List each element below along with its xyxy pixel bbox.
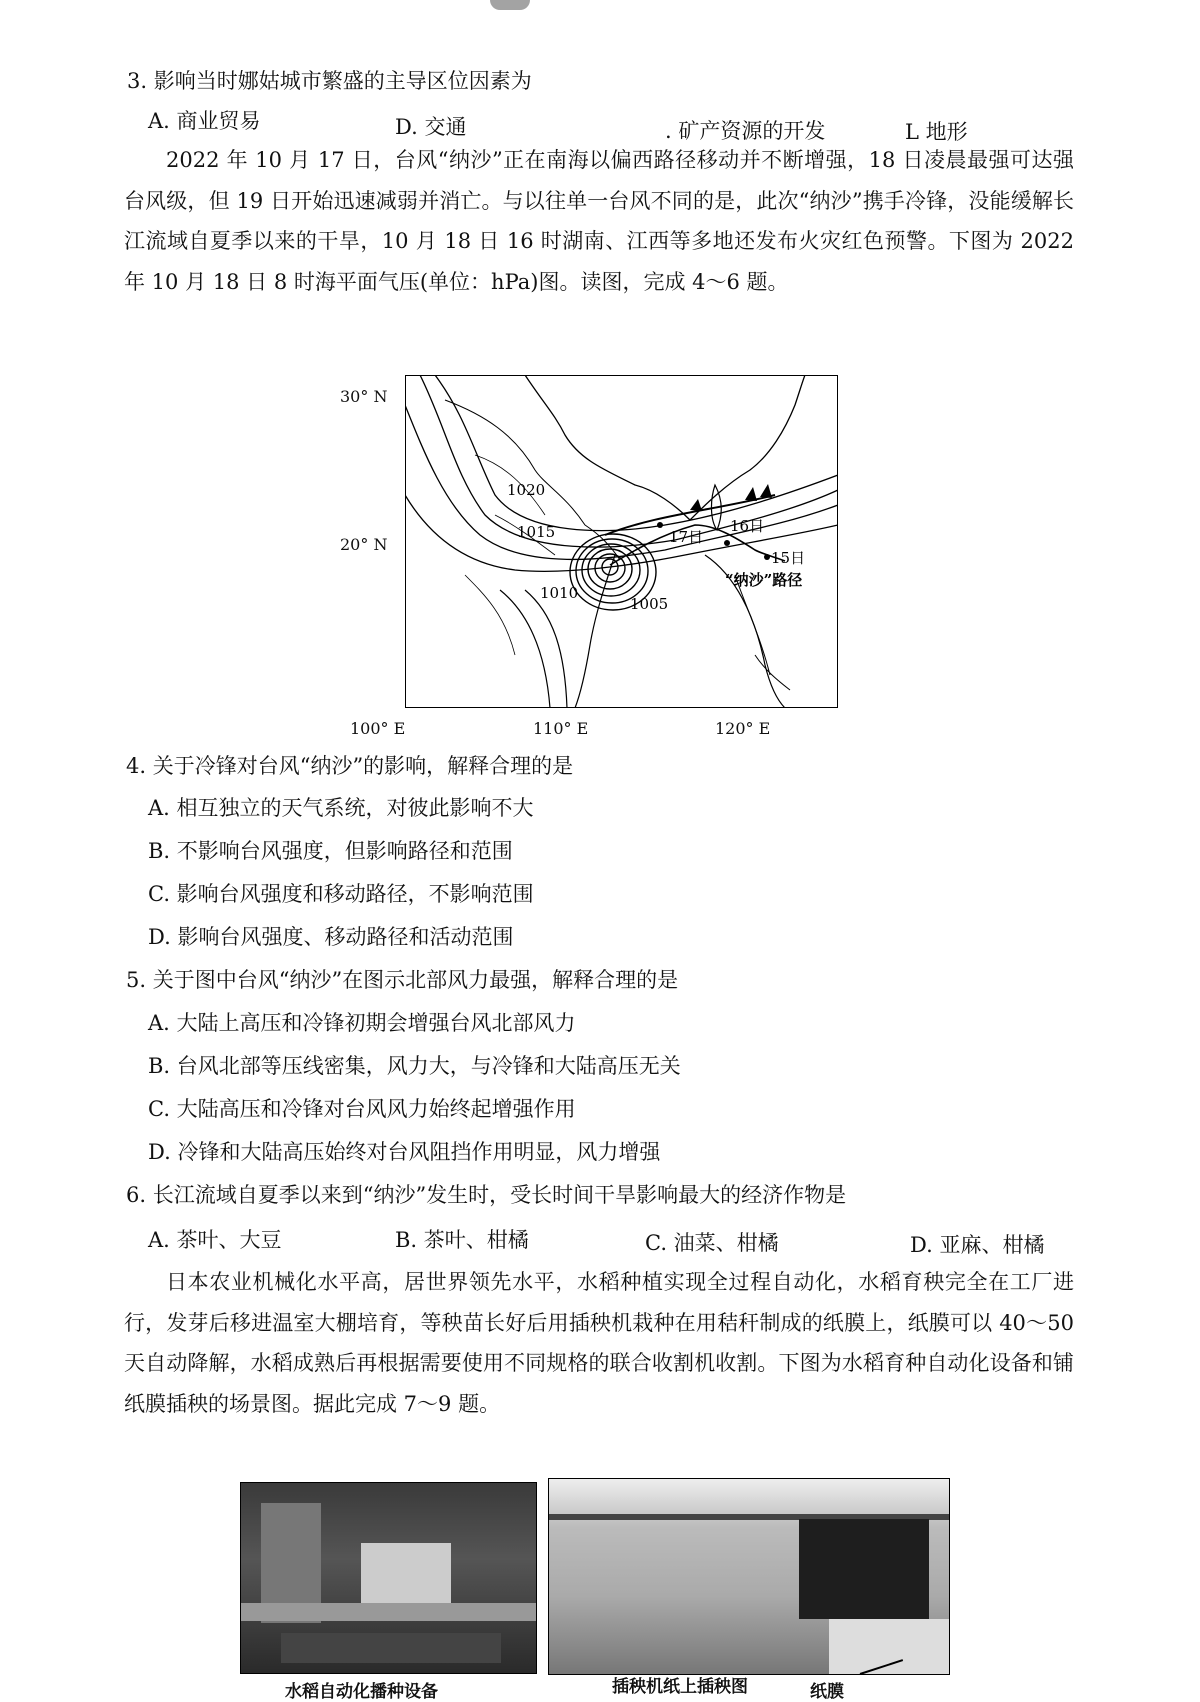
q6-option-b: B. 茶叶、柑橘: [395, 1228, 529, 1252]
rice-seeding-equipment-photo: [240, 1482, 537, 1674]
map-lat-30: 30° N: [340, 387, 388, 406]
q6-option-d: D. 亚麻、柑橘: [910, 1233, 1045, 1257]
passage-rice-mechanization: 日本农业机械化水平高，居世界领先水平，水稻种植实现全过程自动化，水稻育秧完全在工厂进行，发芽后移进温室大棚培育，等秧苗长好后用插秧机栽种在用秸秆制成的纸膜上，纸膜可以 40～50 天自动降解，水稻成熟后再根据需要使用不同规格的联合收割机收割。下图为水稻育种自动化设备和铺纸膜插秧的场景图。据此完成 7～9 题。: [124, 1270, 1074, 1416]
q3-option-b: D. 交通: [395, 115, 467, 139]
isobar-1010-label: 1010: [540, 584, 579, 602]
q4-option-b: B. 不影响台风强度，但影响路径和范围: [148, 839, 513, 863]
map-lon-120: 120° E: [715, 719, 771, 738]
track-17-label: 17日: [669, 528, 704, 546]
scan-smudge: [490, 0, 530, 10]
q5-stem: 5. 关于图中台风“纳沙”在图示北部风力最强，解释合理的是: [126, 968, 679, 992]
q3-option-a: A. 商业贸易: [148, 109, 261, 133]
isobar-1020-label: 1020: [507, 481, 546, 499]
q3-option-d: L 地形: [905, 120, 968, 144]
q5-option-b: B. 台风北部等压线密集，风力大，与冷锋和大陆高压无关: [148, 1054, 681, 1078]
q3-stem: 3. 影响当时娜姑城市繁盛的主导区位因素为: [127, 69, 532, 93]
q6-option-a: A. 茶叶、大豆: [148, 1228, 282, 1252]
passage-typhoon: 2022 年 10 月 17 日，台风“纳沙”正在南海以偏西路径移动并不断增强，18 日凌晨最强可达强台风级，但 19 日开始迅速减弱并消亡。与以往单一台风不同的是，此次“纳沙”携手冷锋，没能缓解长江流域自夏季以来的干旱，10 月 18 日 16 时湖南、江西等多地还发布火灾红色预警。下图为 2022 年 10 月 18 日 8 时海平面气压(单位：hPa)图。读图，完成 4～6 题。: [124, 148, 1074, 294]
q4-stem: 4. 关于冷锋对台风“纳沙”的影响，解释合理的是: [126, 754, 574, 778]
caption-seeding-equipment: 水稻自动化播种设备: [285, 1682, 438, 1702]
isobar-1015-label: 1015: [517, 523, 556, 541]
map-lon-100: 100° E: [350, 719, 406, 738]
q6-option-c: C. 油菜、柑橘: [645, 1231, 779, 1255]
track-caption: “纳沙”路径: [725, 571, 803, 589]
q3-option-c: . 矿产资源的开发: [665, 119, 826, 143]
map-lon-110: 110° E: [533, 719, 589, 738]
q5-option-c: C. 大陆高压和冷锋对台风风力始终起增强作用: [148, 1097, 576, 1121]
map-lat-20: 20° N: [340, 535, 388, 554]
q4-option-c: C. 影响台风强度和移动路径，不影响范围: [148, 882, 534, 906]
caption-transplanting: 插秧机纸上插秧图: [612, 1677, 748, 1697]
q6-stem: 6. 长江流域自夏季以来到“纳沙”发生时，受长时间干旱影响最大的经济作物是: [126, 1183, 847, 1207]
q5-option-d: D. 冷锋和大陆高压始终对台风阻挡作用明显，风力增强: [148, 1140, 661, 1164]
sea-level-pressure-map: [405, 375, 838, 708]
isobar-1005-label: 1005: [630, 595, 669, 613]
caption-paper-film: 纸膜: [810, 1682, 844, 1702]
q5-option-a: A. 大陆上高压和冷锋初期会增强台风北部风力: [148, 1011, 576, 1035]
track-16-label: 16日: [730, 517, 765, 535]
paper-film-transplanting-photo: [548, 1478, 950, 1675]
q4-option-a: A. 相互独立的天气系统，对彼此影响不大: [148, 796, 534, 820]
track-15-label: 15日: [771, 549, 806, 567]
q4-option-d: D. 影响台风强度、移动路径和活动范围: [148, 925, 514, 949]
